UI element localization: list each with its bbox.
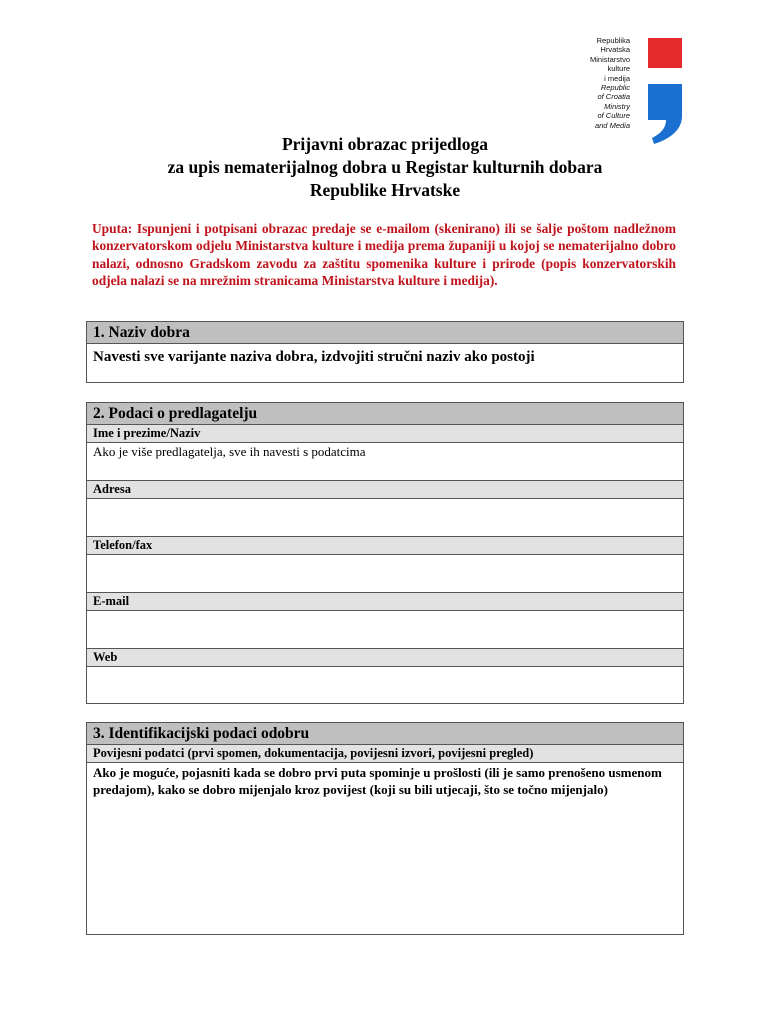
web-label: Web — [87, 649, 683, 667]
email-label: E-mail — [87, 593, 683, 611]
history-hint: Ako je moguće, pojasniti kada se dobro prvi puta spominje u prošlosti (ili je samo prenošeno usmenom predajom), kako se dobro mijenjalo kroz povijest (koji su bili utjecaji, što se točno mijenjalo) — [93, 765, 662, 797]
logo-line: Republic — [600, 83, 630, 93]
logo-line: of Croatia — [597, 92, 630, 102]
logo-line: Hrvatska — [600, 45, 630, 55]
history-label: Povijesni podatci (prvi spomen, dokumentacija, povijesni izvori, povijesni pregled) — [87, 745, 683, 763]
ministry-logo-text — [560, 36, 630, 130]
section-name — [86, 321, 684, 383]
name-field[interactable] — [87, 344, 683, 383]
history-field[interactable] — [87, 763, 683, 935]
section-heading: 1. Naziv dobra — [87, 322, 683, 344]
section-heading: 3. Identifikacijski podaci odobru — [87, 723, 683, 745]
document-title — [0, 133, 770, 202]
name-field-hint: Navesti sve varijante naziva dobra, izdvojiti stručni naziv ako postoji — [93, 349, 535, 365]
web-field[interactable] — [87, 667, 683, 705]
phone-field[interactable] — [87, 555, 683, 593]
logo-line: and Media — [594, 120, 630, 130]
section-proposer — [86, 402, 684, 704]
proposer-name-hint: Ako je više predlagatelja, sve ih navesti s podatcima — [93, 444, 366, 459]
instructions-text: Uputa: Ispunjeni i potpisani obrazac predaje se e-mailom (skenirano) ili se šalje poštom nadležnom konzervatorskom odjelu Ministarstva kulture i medija prema županiji u kojoj se nematerijalno dobro nalazi, odnosno Gradskom zavodu za zaštitu spomenika kulture i prirode (popis konzervatorskih odjela nalazi se na mrežnim stranicama Ministarstva kulture i medija). — [92, 221, 676, 288]
logo-red-square-icon — [648, 38, 682, 68]
logo-line: of Culture — [597, 111, 630, 121]
logo-line: i medija — [604, 73, 630, 83]
proposer-name-field[interactable] — [87, 443, 683, 481]
logo-line: Ministarstvo — [589, 54, 630, 64]
title-line-3: Republike Hrvatske — [309, 180, 461, 200]
logo-line: Ministry — [604, 101, 630, 111]
address-field[interactable] — [87, 499, 683, 537]
email-field[interactable] — [87, 611, 683, 649]
phone-label: Telefon/fax — [87, 537, 683, 555]
logo-line: kulture — [607, 64, 630, 74]
section-identification — [86, 722, 684, 935]
logo-line: Republika — [596, 36, 630, 45]
proposer-name-label: Ime i prezime/Naziv — [87, 425, 683, 443]
title-line-2: za upis nematerijalnog dobra u Registar kulturnih dobara — [167, 157, 603, 177]
title-line-1: Prijavni obrazac prijedloga — [281, 134, 489, 154]
address-label: Adresa — [87, 481, 683, 499]
section-heading: 2. Podaci o predlagatelju — [87, 403, 683, 425]
